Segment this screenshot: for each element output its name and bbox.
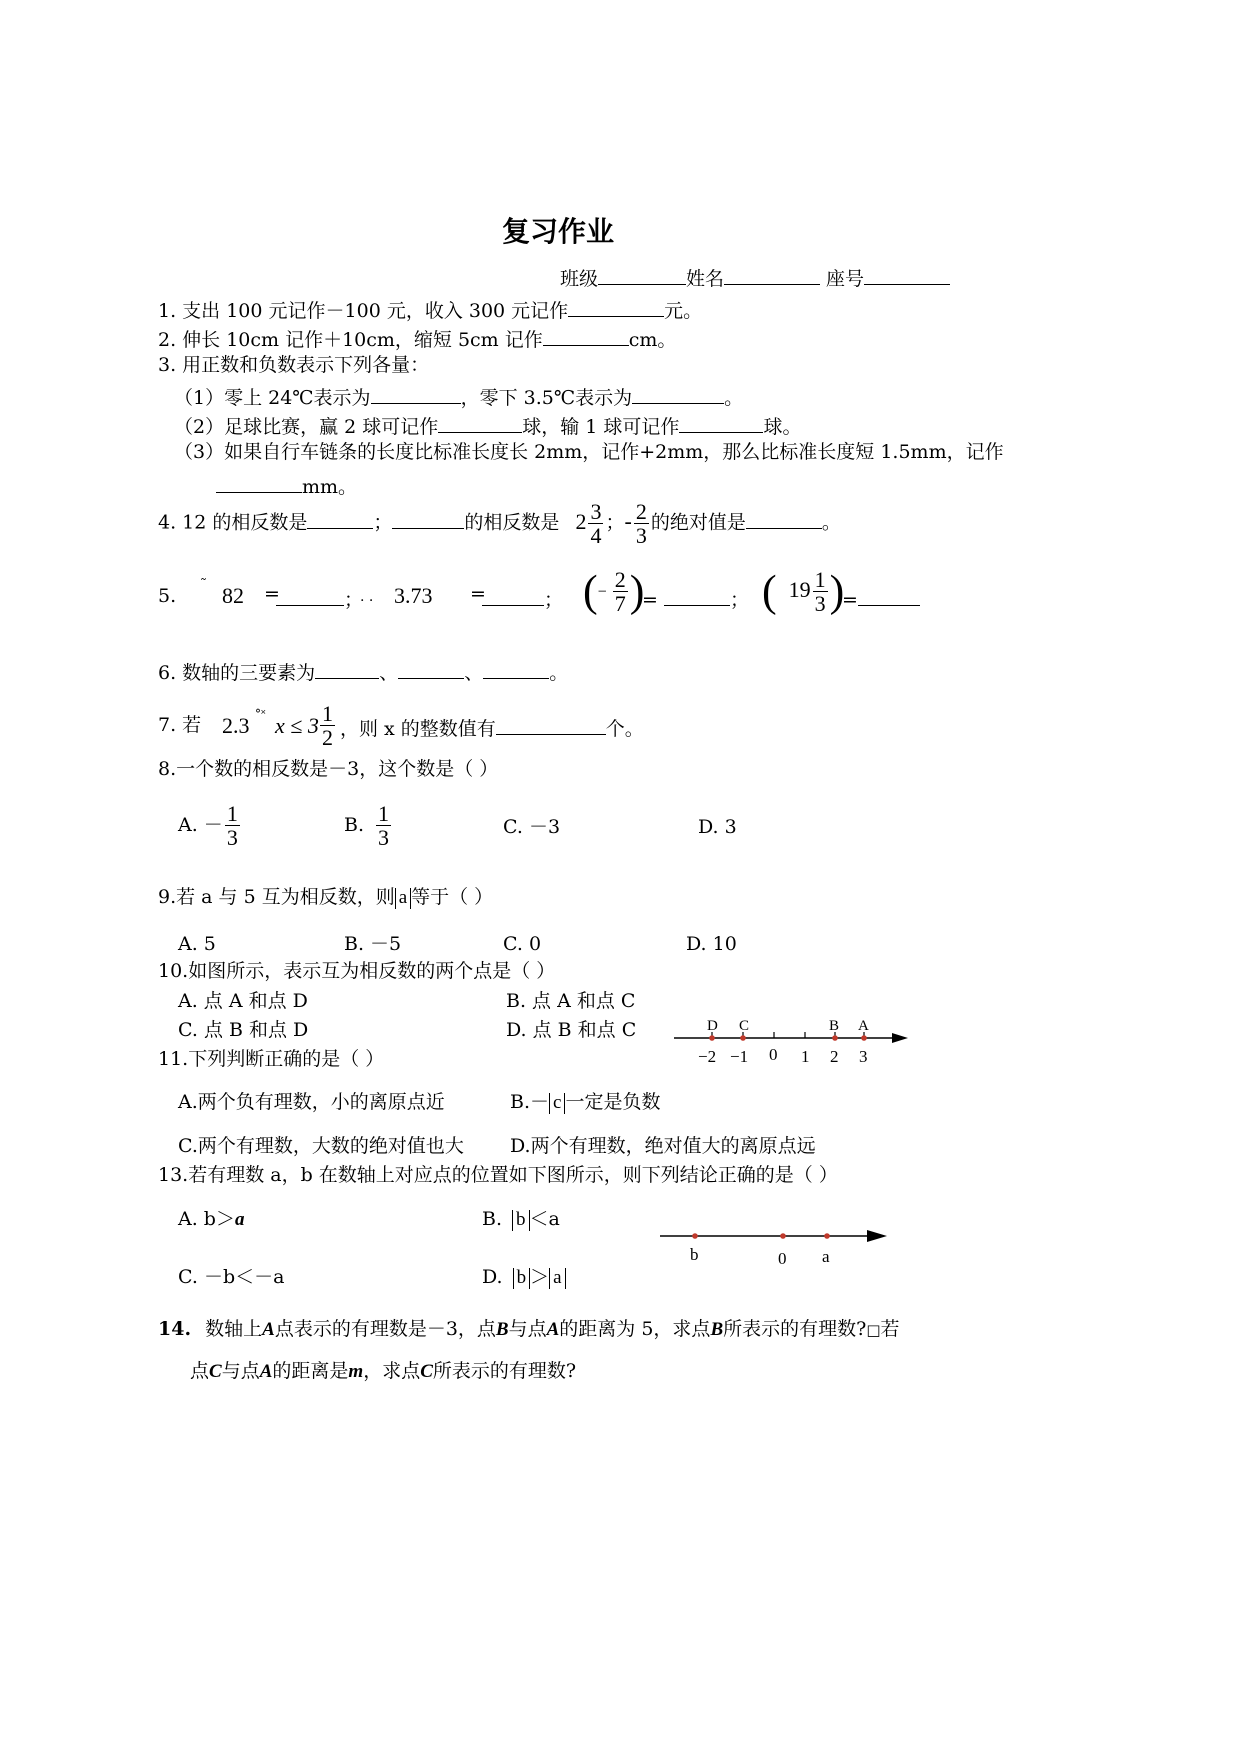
q4-text-d: 的绝对值是 <box>650 511 746 534</box>
q4-frac-den: 3 <box>635 523 647 549</box>
q10-label-a: A <box>858 1018 869 1034</box>
q14-var-b: B <box>495 1319 509 1340</box>
q6-sep-1: 、 <box>379 662 399 684</box>
question-8-stem: 8.一个数的相反数是－3，这个数是（ ） <box>158 758 499 780</box>
q8-b-num: 1 <box>378 801 390 826</box>
q11-b-text-b: 一定是负数 <box>565 1091 661 1113</box>
q4-mixed-fraction <box>588 500 603 547</box>
q6-sep-2: 、 <box>464 662 484 684</box>
question-11-stem: 11.下列判断正确的是（ ） <box>158 1048 385 1070</box>
question-7-label: 7. 若 <box>158 714 202 736</box>
q13-option-a[interactable] <box>178 1210 244 1229</box>
q5-right-paren-3: ) <box>629 566 645 616</box>
q3-p1-text-c: 。 <box>724 387 744 409</box>
q10-point-c <box>740 1035 746 1041</box>
q10-tick-label: 2 <box>830 1047 839 1066</box>
q13-point-origin <box>780 1233 786 1239</box>
page-title: 复习作业 <box>502 215 615 248</box>
q9-abs-value: a <box>395 888 411 909</box>
q5-answer-3 <box>642 587 749 610</box>
q5-frac4-den: 3 <box>814 591 826 617</box>
q10-point-a <box>861 1035 867 1041</box>
q3-p2-text-a: （2）足球比赛，赢 2 球可记作 <box>174 416 439 438</box>
q13-option-c[interactable]: C. －b＜－a <box>178 1266 285 1288</box>
q5-left-paren-3: ( <box>583 566 598 616</box>
class-label: 班级 <box>560 268 599 290</box>
q5-equals-4: = <box>842 589 858 611</box>
q3-p3-blank[interactable] <box>216 474 302 493</box>
q7-rest <box>340 716 644 739</box>
q10-option-a[interactable]: A. 点 A 和点 D <box>178 990 308 1012</box>
q6-blank-3[interactable] <box>483 660 549 679</box>
q13-number-line <box>655 1222 895 1272</box>
q10-tick-label: −2 <box>698 1047 717 1066</box>
q7-frac-num: 1 <box>322 701 333 726</box>
q10-tick-label: 3 <box>859 1047 868 1066</box>
q14-var-a-2: A <box>546 1319 560 1340</box>
q10-number-line <box>668 1010 913 1072</box>
q5-value-2: 3.73 <box>394 583 433 608</box>
q3-p2-text-c: 球。 <box>763 416 802 438</box>
q6-blank-1[interactable] <box>315 660 379 679</box>
q4-mixed-num: 3 <box>590 499 602 524</box>
q4-blank-2[interactable] <box>392 510 464 529</box>
q7-mid: x ≤ 3 <box>275 713 319 738</box>
q5-equals-2: = <box>470 583 486 605</box>
q10-tick-marks <box>712 1032 864 1038</box>
q3-p2-blank-1[interactable] <box>438 414 522 433</box>
q13-option-b[interactable] <box>482 1210 560 1231</box>
q13-d-label: D. <box>482 1266 503 1288</box>
q8-option-a[interactable] <box>178 802 242 849</box>
q11-option-a[interactable]: A.两个负有理数，小的离原点近 <box>178 1091 445 1113</box>
q14-l1-a: 数轴上 <box>205 1318 263 1340</box>
q5-answer-1 <box>276 587 363 610</box>
q14-box-glyph: □ <box>866 1321 881 1339</box>
q14-l1-b: 点表示的有理数是－3，点 <box>274 1318 496 1340</box>
q13-option-d[interactable] <box>482 1268 566 1289</box>
question-1-text: 1. 支出 100 元记作－100 元，收入 300 元记作 <box>158 300 569 322</box>
question-1 <box>158 298 702 321</box>
q5-value-1: 82 <box>222 583 244 608</box>
q3-p1-blank-1[interactable] <box>371 385 461 404</box>
q14-l2-a: 点 <box>190 1360 210 1382</box>
question-14-line-1 <box>158 1320 900 1339</box>
question-6 <box>158 660 568 683</box>
question-2-blank[interactable] <box>543 327 629 346</box>
q10-label-c: C <box>739 1018 750 1034</box>
q11-option-d[interactable]: D.两个有理数，绝对值大的离原点远 <box>510 1135 816 1157</box>
student-info-row <box>560 266 950 289</box>
q11-b-abs-value: c <box>549 1093 565 1114</box>
q7-fraction-wrap <box>318 702 337 749</box>
q11-option-b[interactable] <box>510 1093 660 1114</box>
q3-p1-blank-2[interactable] <box>632 385 724 404</box>
q13-label-origin: 0 <box>778 1249 787 1268</box>
question-4 <box>158 500 841 547</box>
q6-text: 6. 数轴的三要素为 <box>158 662 316 684</box>
question-10-stem: 10.如图所示，表示互为相反数的两个点是（ ） <box>158 960 556 982</box>
q4-negative-sign: - <box>624 508 632 534</box>
q8-a-num: 1 <box>226 801 238 826</box>
q14-l2-c: 的距离是 <box>272 1360 349 1382</box>
q9-option-d[interactable]: D. 10 <box>686 933 737 955</box>
question-2-text: 2. 伸长 10cm 记作＋10cm，缩短 5cm 记作 <box>158 329 543 351</box>
seat-blank[interactable] <box>864 266 950 285</box>
q3-p1-text-a: （1）零上 24℃表示为 <box>174 387 371 409</box>
q10-tick-label: 0 <box>769 1045 778 1064</box>
q4-blank-3[interactable] <box>746 510 822 529</box>
question-5-label: 5. <box>158 585 177 607</box>
question-3-part-3: （3）如果自行车链条的长度比标准长度长 2mm，记作+2mm，那么比标准长度短 1.5mm，记作 <box>174 441 1004 463</box>
q8-b-fraction <box>376 802 391 849</box>
q7-frac-den: 2 <box>322 725 333 751</box>
q5-equals-1: = <box>264 583 280 605</box>
q4-frac-num: 2 <box>635 499 647 524</box>
question-1-unit: 元。 <box>664 300 703 322</box>
name-blank[interactable] <box>724 266 820 285</box>
q5-frac3-den: 7 <box>614 591 626 617</box>
q11-option-c[interactable]: C.两个有理数，大数的绝对值也大 <box>178 1135 464 1157</box>
q10-axis-arrow <box>892 1033 908 1043</box>
q10-tick-label: 1 <box>801 1047 810 1066</box>
q10-label-b: B <box>829 1018 840 1034</box>
q7-text-c: 个。 <box>605 718 644 740</box>
q5-frac3-num: 2 <box>614 567 626 592</box>
q6-blank-2[interactable] <box>398 660 464 679</box>
q13-a-text: A. b＞ <box>178 1208 235 1230</box>
question-1-blank[interactable] <box>568 298 664 317</box>
question-13-stem: 13.若有理数 a，b 在数轴上对应点的位置如下图所示，则下列结论正确的是（ ） <box>158 1164 838 1186</box>
q14-var-c-2: C <box>420 1361 433 1382</box>
q8-option-c[interactable]: C. －3 <box>503 816 561 838</box>
q14-number: 14. <box>158 1318 192 1340</box>
q14-l2-e: 所表示的有理数? <box>432 1360 577 1382</box>
q4-fraction <box>634 500 649 547</box>
q13-label-a: a <box>822 1247 830 1266</box>
q14-var-a: A <box>262 1319 275 1340</box>
q13-point-a <box>824 1233 830 1239</box>
q13-a-var: a <box>234 1209 245 1230</box>
q7-symbol: °˟ <box>255 707 266 721</box>
q4-text-c: 的相反数是 <box>464 511 560 534</box>
q7-text-b: ，则 x 的整数值有 <box>340 718 496 740</box>
q10-point-b <box>832 1035 838 1041</box>
q4-semicolon: ； <box>605 511 625 534</box>
q14-l2-d: ，求点 <box>363 1360 421 1382</box>
q14-var-b-2: B <box>710 1319 724 1340</box>
q5-semicolon-2: ； <box>544 589 564 611</box>
class-blank[interactable] <box>598 266 686 285</box>
q5-answer-4 <box>842 587 920 610</box>
q14-var-m: m <box>348 1361 364 1382</box>
q5-blank-1[interactable] <box>276 587 344 606</box>
q13-point-b <box>692 1233 698 1239</box>
q4-blank-1[interactable] <box>307 510 373 529</box>
q6-end: 。 <box>549 662 569 684</box>
q13-d-abs-2: a <box>549 1268 565 1289</box>
q14-l1-c: 与点 <box>508 1318 547 1340</box>
q5-dots-mark: . . <box>360 589 374 605</box>
q13-d-abs-1: b <box>513 1268 531 1289</box>
q8-b-label: B. <box>344 814 365 837</box>
q7-lhs: 2.3 <box>222 713 250 738</box>
q8-a-den: 3 <box>226 825 238 851</box>
q5-tilde-mark: ˜ <box>200 577 207 593</box>
q4-mixed-whole: 2 <box>575 508 587 534</box>
question-2 <box>158 327 676 350</box>
q4-text-b: ； <box>373 511 393 534</box>
q5-fraction-3 <box>613 568 628 615</box>
q9-option-a[interactable]: A. 5 <box>178 933 216 955</box>
q10-label-d: D <box>707 1018 718 1034</box>
q8-option-d[interactable]: D. 3 <box>698 816 737 838</box>
q14-l2-b: 与点 <box>221 1360 260 1382</box>
q9-stem-b: 等于（ ） <box>411 886 494 908</box>
q5-whole-4: 19 <box>788 576 811 602</box>
q5-right-paren-4: ) <box>829 566 845 616</box>
q5-blank-2[interactable] <box>482 587 544 606</box>
q10-point-d <box>709 1035 715 1041</box>
q5-neg-3: − <box>597 583 607 601</box>
q14-l1-e: 所表示的有理数? <box>723 1318 867 1340</box>
q13-d-gt: ＞ <box>530 1266 550 1288</box>
q5-blank-3[interactable] <box>664 587 730 606</box>
q13-b-label: B. <box>482 1208 503 1230</box>
q8-a-fraction <box>225 802 240 849</box>
q8-b-den: 3 <box>378 825 390 851</box>
q7-fraction <box>320 702 335 749</box>
q10-option-c[interactable]: C. 点 B 和点 D <box>178 1019 309 1041</box>
q8-option-b[interactable] <box>344 802 393 849</box>
q8-a-label: A. － <box>178 814 223 837</box>
q10-option-b[interactable]: B. 点 A 和点 C <box>506 990 636 1012</box>
q5-left-paren-4: ( <box>762 566 777 616</box>
q5-expr-4 <box>762 568 844 615</box>
question-2-unit: cm。 <box>628 329 677 351</box>
q14-var-c: C <box>209 1361 222 1382</box>
question-3-part-2 <box>174 414 801 437</box>
q5-expr-3 <box>583 568 644 615</box>
q3-p3-unit: mm。 <box>302 476 358 498</box>
q5-blank-4[interactable] <box>858 587 920 606</box>
q4-text-a: 4. 12 的相反数是 <box>158 511 308 534</box>
name-label: 姓名 <box>686 268 725 290</box>
seat-label: 座号 <box>826 268 865 290</box>
q14-var-a-3: A <box>259 1361 273 1382</box>
q13-label-b: b <box>690 1245 699 1264</box>
question-14-line-2 <box>190 1362 576 1381</box>
q5-fraction-4 <box>813 568 828 615</box>
q5-semicolon-1: ； <box>344 589 364 611</box>
q5-semicolon-3: ； <box>729 589 749 611</box>
q10-option-d[interactable]: D. 点 B 和点 C <box>506 1019 637 1041</box>
q4-text-e: 。 <box>821 511 841 534</box>
q10-tick-label: −1 <box>730 1047 749 1066</box>
q9-stem-a: 9.若 a 与 5 互为相反数，则 <box>158 886 395 908</box>
question-3-stem: 3. 用正数和负数表示下列各量： <box>158 354 430 376</box>
q14-l1-f: 若 <box>880 1318 900 1340</box>
q13-b-text: ＜a <box>529 1208 560 1230</box>
question-3-part-1 <box>174 385 743 408</box>
q13-axis-arrow <box>867 1230 887 1242</box>
q3-p2-text-b: 球，输 1 球可记作 <box>522 416 680 438</box>
q9-option-c[interactable]: C. 0 <box>503 933 542 955</box>
q14-l1-d: 的距离为 5，求点 <box>559 1318 711 1340</box>
q5-answer-2 <box>482 587 563 610</box>
question-9-stem <box>158 888 493 909</box>
question-3-part-3-answer <box>216 474 357 497</box>
q7-blank[interactable] <box>496 716 606 735</box>
q13-b-abs: b <box>512 1210 530 1231</box>
q4-mixed-den: 4 <box>590 523 602 549</box>
q9-option-b[interactable]: B. －5 <box>344 933 402 955</box>
q11-b-text-a: B.－ <box>510 1091 550 1113</box>
q5-equals-3: = <box>642 589 658 611</box>
q5-frac4-num: 1 <box>814 567 826 592</box>
q3-p1-text-b: ，零下 3.5℃表示为 <box>460 387 633 409</box>
q3-p2-blank-2[interactable] <box>679 414 763 433</box>
